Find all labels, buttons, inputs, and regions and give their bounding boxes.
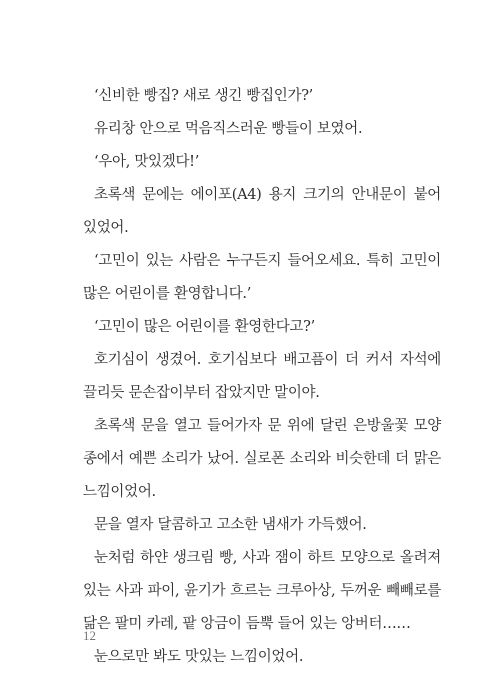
paragraph-8: 초록색 문을 열고 들어가자 문 위에 달린 은방울꽃 모양 종에서 예쁜 소리가 났어. 실로폰 소리와 비슷한데 더 맑은 느낌이었어. bbox=[83, 418, 441, 500]
paragraph-1: ‘신비한 빵집? 새로 생긴 빵집인가?’ bbox=[94, 88, 313, 104]
body-text bbox=[83, 80, 441, 674]
paragraph-7: 호기심이 생겼어. 호기심보다 배고픔이 더 커서 자석에 끌리듯 문손잡이부터 잡았지만 말이야. bbox=[83, 352, 441, 401]
paragraph-9: 문을 열자 달콤하고 고소한 냄새가 가득했어. bbox=[94, 517, 367, 533]
page-number: 12 bbox=[83, 628, 96, 643]
paragraph-5: ‘고민이 있는 사람은 누구든지 들어오세요. 특히 고민이 많은 어린이를 환영합니다.’ bbox=[83, 253, 441, 302]
paragraph-10: 눈처럼 하얀 생크림 빵, 사과 잼이 하트 모양으로 올려져 있는 사과 파이, 윤기가 흐르는 크루아상, 두꺼운 빼빼로를 닮은 팔미 카레, 팥 앙금이 듬뿍 들어 있는 앙버터…… bbox=[83, 550, 441, 632]
paragraph-3: ‘우아, 맛있겠다!’ bbox=[94, 154, 200, 170]
paragraph-2: 유리창 안으로 먹음직스러운 빵들이 보였어. bbox=[94, 121, 363, 137]
paragraph-6: ‘고민이 많은 어린이를 환영한다고?’ bbox=[94, 319, 315, 335]
paragraph-4: 초록색 문에는 에이포(A4) 용지 크기의 안내문이 붙어 있었어. bbox=[83, 187, 441, 236]
paragraph-11: 눈으로만 봐도 맛있는 느낌이었어. bbox=[94, 649, 304, 665]
